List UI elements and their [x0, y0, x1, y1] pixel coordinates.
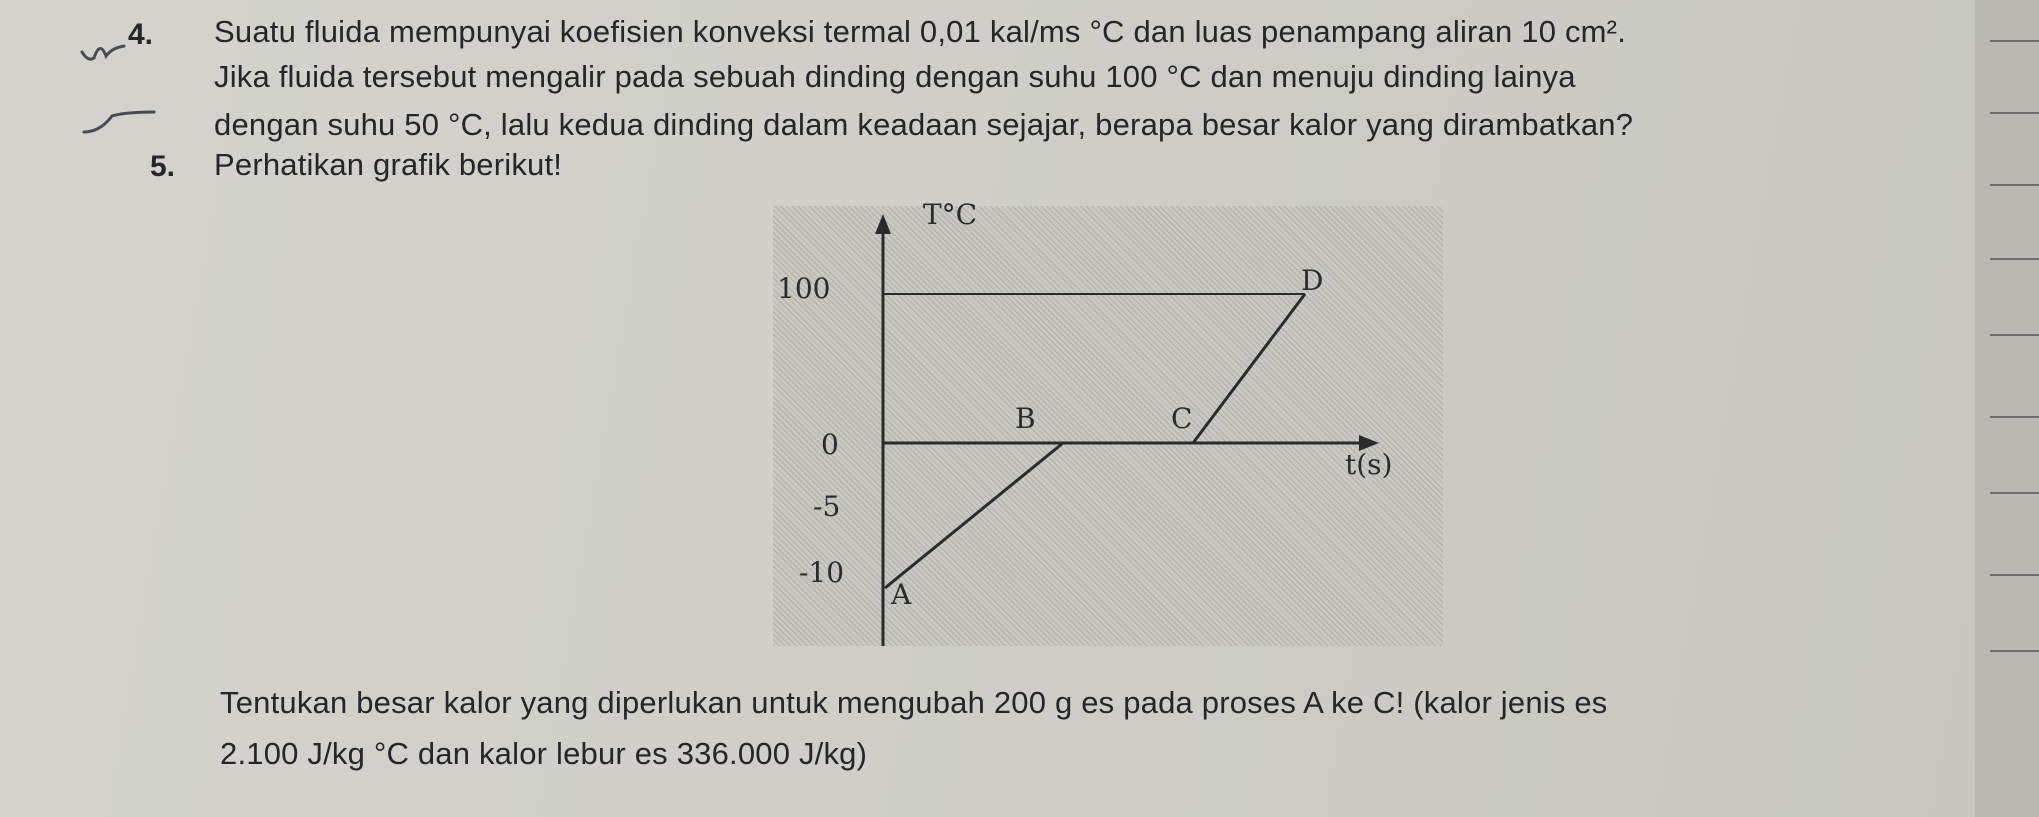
question-4-line-2: Jika fluida tersebut mengalir pada sebuah dinding dengan suhu 100 °C dan menuju dinding lainya: [214, 59, 1576, 94]
question-4-line-3: dengan suhu 50 °C, lalu kedua dinding dalam keadaan sejajar, berapa besar kalor yang dirambatkan?: [214, 107, 1634, 142]
ruled-line: [1990, 416, 2039, 418]
ruled-line: [1990, 334, 2039, 336]
ruled-line: [1990, 650, 2039, 652]
tick-label-0: 0: [821, 428, 839, 461]
pen-check-mark-q4: [78, 28, 128, 68]
ruled-line: [1990, 40, 2039, 42]
y-axis-arrow: [875, 214, 891, 234]
graph-lines: [773, 206, 1443, 646]
ruled-line: [1990, 574, 2039, 576]
pen-check-mark-q4-line3: [80, 102, 160, 142]
ruled-line: [1990, 492, 2039, 494]
question-5-task-line-1: Tentukan besar kalor yang diperlukan untuk mengubah 200 g es pada proses A ke C! (kalor jenis es: [220, 685, 1608, 720]
tick-label-minus-5: -5: [813, 490, 841, 523]
point-label-a: A: [891, 578, 912, 611]
point-label-d: D: [1301, 264, 1324, 297]
segment-c-d: [1193, 294, 1305, 443]
ruled-line: [1990, 112, 2039, 114]
ruled-line: [1990, 184, 2039, 186]
point-label-b: B: [1015, 402, 1036, 435]
tick-label-100: 100: [777, 272, 831, 305]
question-5-intro: Perhatikan grafik berikut!: [214, 147, 563, 182]
segment-a-b: [885, 443, 1063, 588]
y-axis-label: T°C: [923, 198, 978, 231]
ruled-line: [1990, 258, 2039, 260]
point-label-c: C: [1171, 402, 1193, 435]
question-4-number: 4.: [128, 18, 154, 51]
temperature-time-graph: [773, 198, 1443, 646]
question-5-number: 5.: [150, 150, 176, 183]
question-5-task-line-2: 2.100 J/kg °C dan kalor lebur es 336.000 J/kg): [220, 736, 868, 771]
x-axis-label: t(s): [1345, 448, 1393, 481]
question-4-line-1: Suatu fluida mempunyai koefisien konveksi termal 0,01 kal/ms °C dan luas penampang aliran 10 cm².: [214, 14, 1627, 49]
adjacent-page-edge: [1975, 0, 2039, 817]
tick-label-minus-10: -10: [799, 556, 845, 589]
